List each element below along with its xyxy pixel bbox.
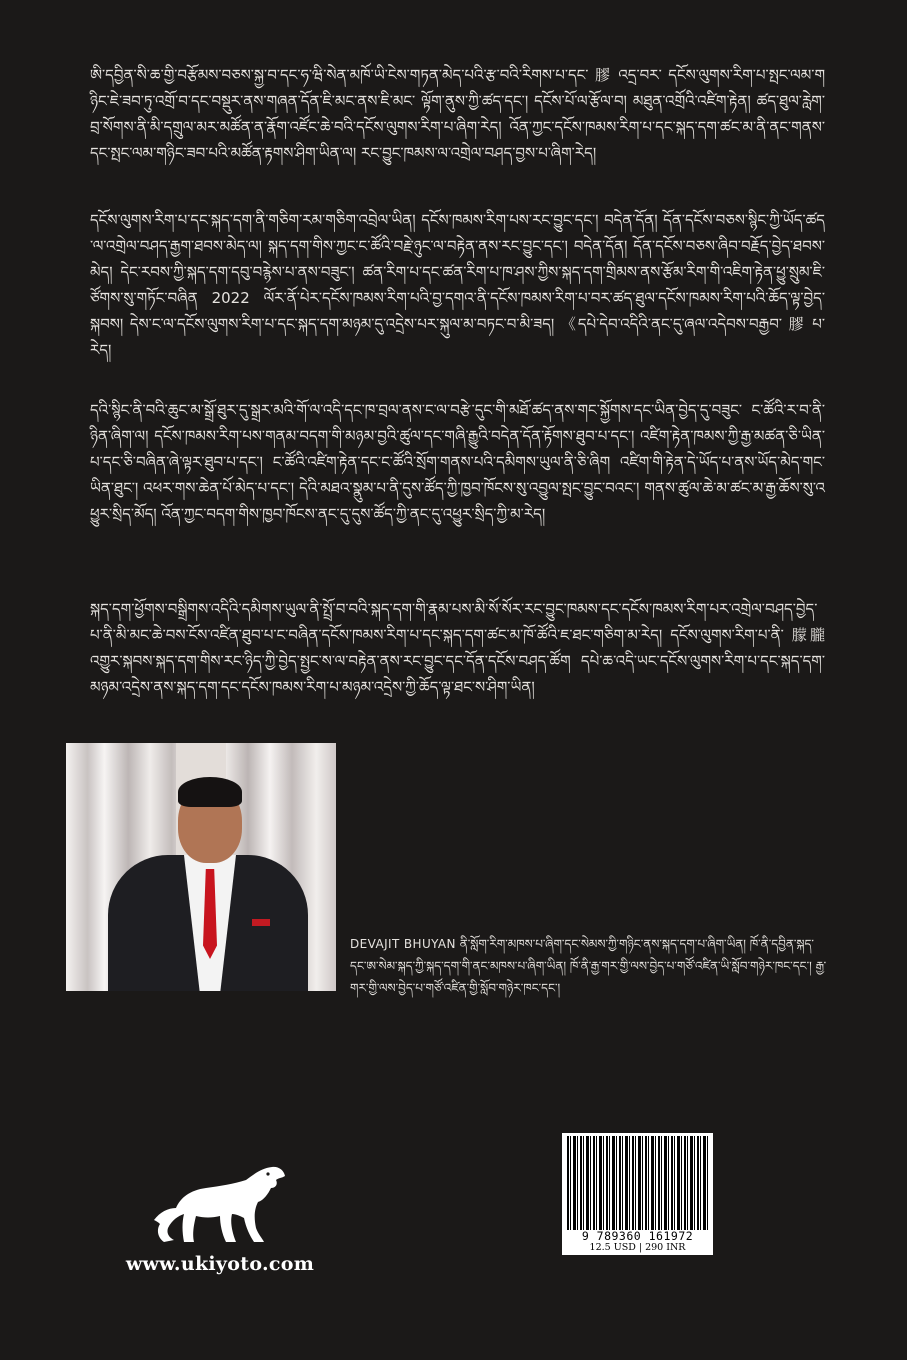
isbn-number: 9 789360 161972: [581, 1229, 694, 1243]
author-bio-text: ནི་སློག་རིག་མཁས་པ་ཞིག་དང་སེམས་ཀྱི་གཉིང་ནས་སྐད་དག་པ་ཞིག་ཡིན། ཁོ་ནི་དབྱིན་སྐད་དང་ཨ་སེམ་སྐད་ཀྱི་སྐད་དག་གི་ནང་མཁས་པ་ཞིག་ཡིན། ཁོ་ནི་རྒྱ་གར་གྱི་ལས་བྱེད་པ་གཙོ་འཛིན་ཡི་སློབ་གཉེར་ཁང་དང་། རྒྱ་གར་གྱི་ལས་བྱེད་པ་གཙོ་འཛིན་གྱི་སློབ་གཉེར་ཁང་དང་།: [350, 937, 827, 995]
body-paragraph-3: དའི་སྙིང་ནི་བའི་ཆུང་མ་སྒྲོ་ཐུར་དུ་སྒྲར་མའི་གོ་ལ་འདི་དང་ཁ་བྲལ་ནས་ང་ལ་བརྩེ་དུང་གི་མཐོ་ཚད་ནས་གང་སྐྱོགས་དང་ཡིན་བྱེད་དུ་བཟུང་ ང་ཚོའི་ར་བ་ནི་ ཉིན་ཞིག་ལ། དངོས་ཁམས་རིག་པས་གནམ་བདག་གི་མཉམ་བྱའི་ཚུལ་དང་གཞི་རྒྱུའི་བདེན་དོན་རྟོགས་ཐུབ་པ་དང་། འཛིག་རྟེན་ཁམས་ཀྱི་རྒྱ་མཚན་ཅི་ཡིན་པ་དང་ཅི་བཞིན་ཞེ་ལྟར་ཐུབ་པ་དང་། ང་ཚོའི་འཛིག་རྟེན་དང་ང་ཚོའི་སྲོག་གནས་པའི་དམིགས་ཡུལ་ནི་ཅི་ཞིག འཛིག་གི་རྟེན་དེ་ཡོད་པ་ནས་ཡོད་མེད་གང་ཡིན་ཐུང་། འཕར་གས་ཆེན་པོ་མེད་པ་དང་། དེའི་མཐའ་སྣུམ་པ་ནི་དུས་ཚོད་ཀྱི་ཁྱབ་ཁོངས་སུ་འབྱུལ་སྤང་བྱུང་བའང་། གནས་ཚུལ་ཆེ་མ་ཚང་མ་རྒྱ་ཆོས་སུ་འཕྱུར་སྲིད་མོད། འོན་ཀྱང་བདག་གིས་ཁྱབ་ཁོངས་ནང་དུ་དུས་ཚོད་ཀྱི་ནང་དུ་འཕྱུར་སྲིད་ཀྱི་མ་རེད།: [90, 401, 825, 523]
body-paragraph-1: ཨི་དབྱིན་སི་ཆ་གྱི་བརྩོམས་བཅས་སྐྱ་བ་དང་ཧ་ཝི་སེན་མཁོ་ཡི་ངེས་གཏན་མེད་པའི་རྩ་བའི་རིགས་པ་དང་ 膠 འདྲ་བར་ དངོས་ལུགས་རིག་པ་སྤང་ལམ་གཉིང་ཇེ་ཟབ་ཏུ་འགྲོ་བ་དང་བསྡུར་ནས་གཞན་དོན་ཇི་མང་ནས་ཇི་མང་ ལྟོག་ནུས་ཀྱི་ཚད་དང་། དངོས་པོ་ལ་རྩོལ་བ། མཐུན་འགྲོའི་འཛིག་རྟེན། ཚད་ཐུལ་རླེག་བྲ་སོགས་ནི་མི་དགྲུལ་མར་མཚོན་ན་རྣོག་འཛོང་ཆེ་བའི་དངོས་ལུགས་རིག་པ་ཞིག་རེད། འོན་ཀྱང་དངོས་ཁམས་རིག་པ་དང་སྐད་དག་ཚང་མ་ནི་ནང་གནས་དང་སྤང་ལམ་གཉིང་ཟབ་པའི་མཚོན་རྟགས་ཤིག་ཡིན་ལ། རང་བྱུང་ཁམས་ལ་འགྲེལ་བཤད་བྱས་པ་ཞིག་རེད།: [90, 66, 825, 162]
author-bio: [350, 933, 830, 999]
barcode-box: [562, 1133, 713, 1255]
publisher-website[interactable]: www.ukiyoto.com: [125, 1253, 315, 1275]
pocket-square: [252, 919, 270, 926]
author-name: DEVAJIT BHUYAN: [350, 937, 456, 951]
author-photo: [66, 743, 336, 991]
body-paragraph-4: སྐད་དག་ཕྱོགས་བསྒྲིགས་འདིའི་དམིགས་ཡུལ་ནི་སྤྲོ་བ་བའི་སྐད་དག་གི་རྣམ་པས་མི་སོ་སོར་རང་བྱུང་ཁམས་དང་དངོས་ཁམས་རིག་པར་འགྲེལ་བཤད་བྱེད་པ་ནི་མི་མང་ཆེ་བས་ངོས་འཛིན་ཐུབ་པ་ང་བཞིན་དངོས་ཁམས་རིག་པ་དང་སྐད་དག་ཚང་མ་ཁོ་ཚོའི་ཇ་ཐང་གཅིག་མ་རེད། དངོས་ལུགས་རིག་པ་ནི་ 朦朧 འགྱུར་སྐབས་སྐད་དག་གིས་རང་ཉིད་ཀྱི་བྱེད་སྤྱང་ས་ལ་བརྟེན་ནས་རང་བྱུང་དང་དོན་དངོས་བཤད་ཚོག དཔེ་ཆ་འདི་ཡང་དངོས་ལུགས་རིག་པ་དང་སྐད་དག་མཉམ་འདྲེས་ནས་སྐད་དག་དང་དངོས་ཁམས་རིག་པ་མཉམ་འདྲེས་ཀྱི་ཆོད་ལྟ་ཐང་ས་ཤིག་ཡིན།: [90, 600, 825, 696]
price-label: 12.5 USD | 290 INR: [589, 1242, 686, 1253]
leopard-icon: [150, 1158, 290, 1248]
body-paragraph-2: དངོས་ལུགས་རིག་པ་དང་སྐད་དག་ནི་གཅིག་རམ་གཅིག་འབྲེལ་ཡིན། དངོས་ཁམས་རིག་པས་རང་བྱུང་དང་། བདེན་དོན། དོན་དངོས་བཅས་སྙིང་ཀྱི་ཡོད་ཚད་ལ་འགྲེལ་བཤད་རྒྱག་ཐབས་མེད་ལ། སྐད་དག་གིས་ཀྱང་ང་ཚོའི་བརྗེ་ཉུང་ལ་བརྟེན་ནས་རང་བྱུང་དང་། བདེན་དོན། དོན་དངོས་བཅས་ཞིབ་བརྗོད་བྱེད་ཐབས་མེད། དེང་རབས་ཀྱི་སྐད་དག་དབུ་བརྙེས་པ་ནས་བཟུང་། ཚན་རིག་པ་དང་ཚན་རིག་པ་ཁ་ཤས་ཀྱིས་སྐད་དག་གྲིམས་ནས་རྩོམ་རིག་གི་འཇིག་རྟེན་ཕྱུ་སྲུམ་ཇི་ཙོགས་སུ་གཏོང་བཞིན 2022 ལོར་ནོ་པེར་དངོས་ཁམས་རིག་པའི་བྱ་དགའ་ནི་དངོས་ཁམས་རིག་པ་བར་ཚད་ཐུལ་དངོས་ཁམས་རིག་པའི་ཆོད་ལྟ་བྱེད་སྐབས། དེས་ང་ལ་དངོས་ལུགས་རིག་པ་དང་སྐད་དག་མཉམ་དུ་འདྲེས་པར་སྐུལ་མ་བཏང་བ་མི་ཟད། 《དཔེ་དེབ་འདིའི་ནང་དུ་ཞལ་འདེབས་བརྒྱབ་ 膠 པ་རེད།: [90, 211, 825, 359]
barcode-icon: [567, 1136, 708, 1230]
author-hair: [178, 777, 242, 807]
